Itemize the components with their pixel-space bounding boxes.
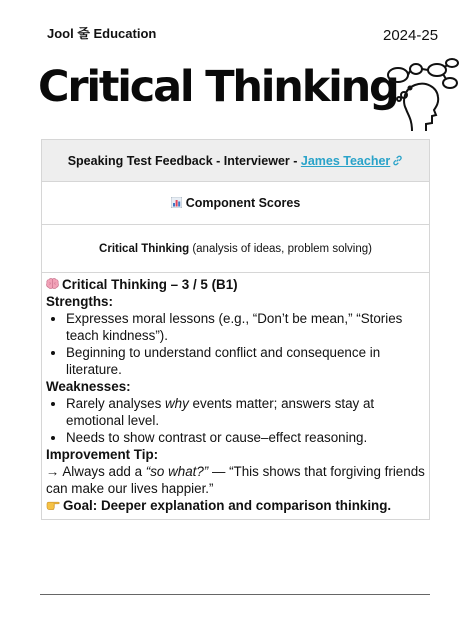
feedback-detail-cell [42, 273, 430, 520]
tip-emphasis: “so what?” [145, 464, 209, 479]
list-item: • Expresses moral lessons (e.g., “Don’t be mean,” “Stories teach kindness”). [66, 310, 425, 344]
list-item: • Beginning to understand conflict and consequence in literature. [66, 344, 425, 378]
weakness-text: Rarely analyses [66, 396, 165, 411]
weaknesses-list [46, 395, 425, 446]
list-item: • Needs to show contrast or cause–effect reasoning. [66, 429, 425, 446]
weakness-text-rest: events matter; answers stay at emotional level. [66, 396, 375, 428]
feedback-header-cell [42, 140, 430, 182]
improvement-tip [46, 463, 425, 497]
weakness-emphasis: why [165, 396, 189, 411]
footer-divider [40, 594, 430, 595]
component-scores-cell [42, 182, 430, 225]
feedback-table [41, 139, 430, 520]
brain-icon [46, 278, 59, 290]
bar-chart-icon [171, 197, 182, 208]
goal-line [46, 497, 425, 514]
component-scores-heading: Component Scores [185, 196, 301, 210]
page-title: Critical Thinking [38, 62, 398, 112]
criterion-name: Critical Thinking [99, 242, 190, 255]
criterion-cell [42, 225, 430, 273]
pointing-hand-icon [46, 499, 60, 511]
weaknesses-label: Weaknesses: [46, 379, 131, 394]
score-title [46, 276, 425, 293]
score-title-text: Critical Thinking – 3 / 5 (B1) [62, 277, 238, 292]
list-item [66, 395, 425, 429]
criterion-description: (analysis of ideas, problem solving) [189, 242, 372, 255]
link-icon[interactable] [392, 155, 403, 166]
school-year: 2024-25 [383, 27, 439, 44]
teacher-link[interactable]: James Teacher [300, 153, 391, 168]
improvement-tip-label: Improvement Tip: [46, 447, 159, 462]
feedback-header-text: Speaking Test Feedback - Interviewer - [67, 153, 301, 168]
strengths-label: Strengths: [46, 294, 113, 309]
strengths-list [46, 310, 425, 378]
brand-name: Jool 줄 Education [47, 26, 157, 41]
tip-text-rest: — “This shows that forgiving friends can make our lives happier.” [46, 464, 425, 496]
tip-text: → Always add a [46, 464, 146, 479]
thinking-head-icon [382, 57, 462, 133]
goal-text: Goal: Deeper explanation and comparison thinking. [63, 498, 392, 513]
